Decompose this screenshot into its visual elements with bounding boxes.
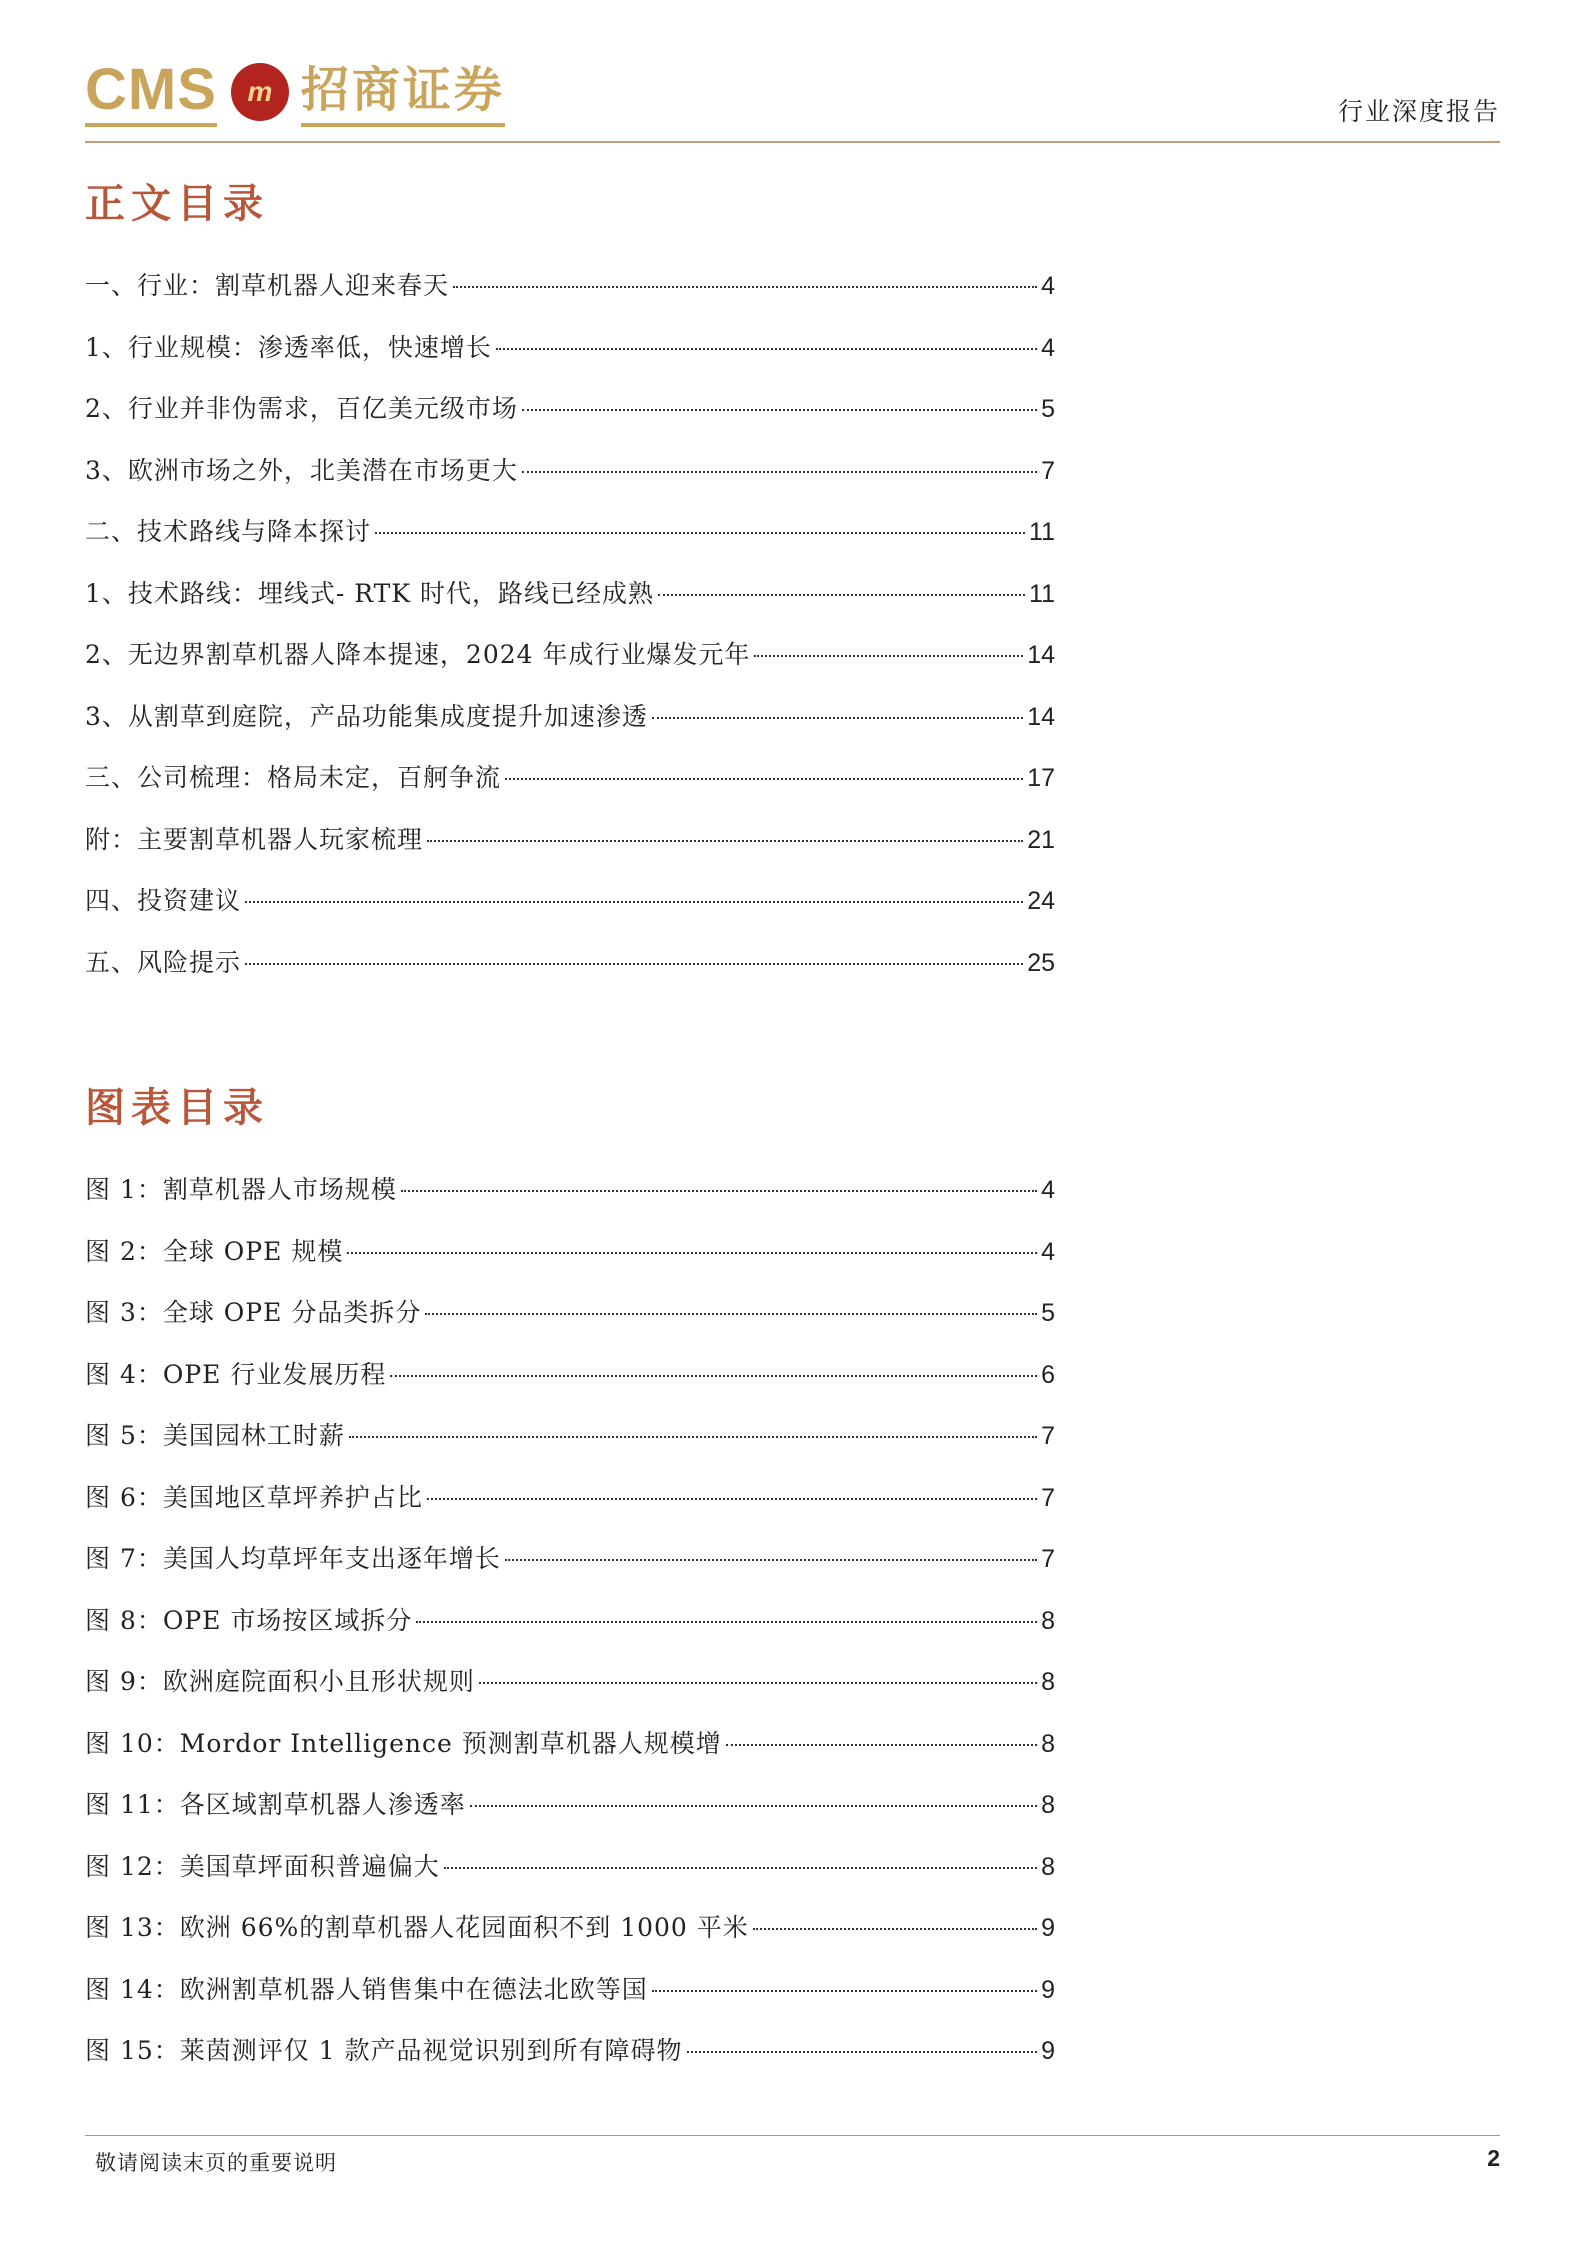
toc-entry[interactable] xyxy=(85,1785,1055,1847)
toc-dot-leader xyxy=(401,1190,1037,1192)
toc-dot-leader xyxy=(522,409,1037,411)
toc-entry[interactable] xyxy=(85,1232,1055,1294)
toc-entry-label: 图 6：美国地区草坪养护占比 xyxy=(85,1482,423,1512)
toc-entry-label: 图 1：割草机器人市场规模 xyxy=(85,1175,397,1204)
toc-entry[interactable] xyxy=(85,1601,1055,1663)
cms-logo xyxy=(85,52,505,132)
toc-entry[interactable] xyxy=(85,1478,1055,1540)
toc-dot-leader xyxy=(754,655,1023,657)
page-number: 2 xyxy=(1487,2145,1500,2171)
toc-entry-label: 1、行业规模：渗透率低，快速增长 xyxy=(85,332,492,362)
toc-entry-page: 21 xyxy=(1027,825,1055,854)
toc-entry[interactable] xyxy=(85,1293,1055,1355)
toc-entry-page: 8 xyxy=(1041,1852,1055,1881)
toc-dot-leader xyxy=(245,901,1023,903)
toc-dot-leader xyxy=(416,1621,1037,1623)
toc-entry-page: 5 xyxy=(1041,1299,1055,1327)
toc-entry[interactable] xyxy=(85,328,1055,390)
toc-entry-label: 图 4：OPE 行业发展历程 xyxy=(85,1359,387,1389)
toc-entry-label: 3、欧洲市场之外，北美潜在市场更大 xyxy=(85,455,518,485)
toc-dot-leader xyxy=(505,778,1023,780)
toc-entry-label: 图 10：Mordor Intelligence 预测割草机器人规模增 xyxy=(85,1728,722,1758)
toc-entry-label: 四、投资建议 xyxy=(85,886,242,915)
header-divider xyxy=(85,141,1500,143)
toc-entry-page: 4 xyxy=(1041,333,1055,362)
toc-entry[interactable] xyxy=(85,1724,1055,1786)
toc-entry-page: 4 xyxy=(1041,272,1055,300)
figure-toc-list xyxy=(85,1170,1055,2093)
toc-entry-label: 图 11：各区域割草机器人渗透率 xyxy=(85,1790,466,1819)
figure-toc-title: 图表目录 xyxy=(85,1084,269,1131)
toc-dot-leader xyxy=(390,1375,1037,1377)
toc-entry-page: 6 xyxy=(1041,1360,1055,1389)
toc-entry[interactable] xyxy=(85,820,1055,882)
toc-entry-page: 11 xyxy=(1029,579,1055,608)
toc-dot-leader xyxy=(427,1498,1037,1500)
report-type-label: 行业深度报告 xyxy=(1337,97,1500,126)
footer-divider xyxy=(85,2135,1500,2136)
toc-dot-leader xyxy=(375,532,1025,534)
toc-entry-label: 图 5：美国园林工时薪 xyxy=(85,1421,345,1450)
toc-entry[interactable] xyxy=(85,1908,1055,1970)
toc-dot-leader xyxy=(470,1805,1037,1807)
toc-entry-page: 7 xyxy=(1041,1545,1055,1573)
toc-dot-leader xyxy=(245,963,1023,965)
toc-entry[interactable] xyxy=(85,943,1055,1005)
toc-entry-label: 一、行业：割草机器人迎来春天 xyxy=(85,271,450,300)
toc-entry-page: 9 xyxy=(1041,2037,1055,2065)
toc-entry-label: 图 3：全球 OPE 分品类拆分 xyxy=(85,1298,422,1327)
toc-entry[interactable] xyxy=(85,1539,1055,1601)
toc-entry-page: 17 xyxy=(1027,764,1055,792)
logo-chinese-name: 招商证券 xyxy=(301,57,505,127)
toc-entry[interactable] xyxy=(85,451,1055,513)
toc-dot-leader xyxy=(479,1682,1037,1684)
toc-entry[interactable] xyxy=(85,574,1055,636)
toc-entry-label: 2、无边界割草机器人降本提速，2024 年成行业爆发元年 xyxy=(85,640,751,669)
toc-dot-leader xyxy=(687,2051,1038,2053)
toc-entry[interactable] xyxy=(85,2031,1055,2093)
toc-dot-leader xyxy=(726,1744,1037,1746)
toc-dot-leader xyxy=(444,1867,1037,1869)
toc-dot-leader xyxy=(496,348,1037,350)
toc-entry-page: 9 xyxy=(1041,1914,1055,1942)
toc-entry-page: 4 xyxy=(1041,1237,1055,1266)
page-header xyxy=(85,52,1500,142)
toc-entry-page: 7 xyxy=(1041,456,1055,485)
toc-entry-label: 二、技术路线与降本探讨 xyxy=(85,517,372,546)
toc-entry-label: 图 9：欧洲庭院面积小且形状规则 xyxy=(85,1667,475,1696)
toc-entry[interactable] xyxy=(85,1355,1055,1417)
toc-entry[interactable] xyxy=(85,1847,1055,1909)
toc-dot-leader xyxy=(522,471,1037,473)
toc-entry-page: 7 xyxy=(1041,1422,1055,1450)
toc-entry-page: 5 xyxy=(1041,395,1055,423)
toc-dot-leader xyxy=(453,286,1037,288)
toc-entry[interactable] xyxy=(85,881,1055,943)
toc-entry-page: 24 xyxy=(1027,887,1055,915)
text-toc-title: 正文目录 xyxy=(85,180,269,227)
toc-entry[interactable] xyxy=(85,1970,1055,2032)
toc-entry-page: 11 xyxy=(1029,518,1055,546)
toc-entry-label: 三、公司梳理：格局未定，百舸争流 xyxy=(85,763,502,792)
toc-entry[interactable] xyxy=(85,266,1055,328)
toc-dot-leader xyxy=(425,1313,1037,1315)
toc-entry-label: 图 2：全球 OPE 规模 xyxy=(85,1236,344,1266)
toc-dot-leader xyxy=(347,1252,1037,1254)
toc-entry-label: 五、风险提示 xyxy=(85,947,242,977)
toc-dot-leader xyxy=(427,840,1023,842)
toc-dot-leader xyxy=(753,1928,1037,1930)
toc-entry-page: 8 xyxy=(1041,1668,1055,1696)
toc-entry-page: 9 xyxy=(1041,1975,1055,2004)
toc-entry-label: 附：主要割草机器人玩家梳理 xyxy=(85,824,424,854)
toc-entry-label: 1、技术路线：埋线式- RTK 时代，路线已经成熟 xyxy=(85,578,654,608)
toc-dot-leader xyxy=(658,594,1025,596)
toc-entry-label: 图 13：欧洲 66%的割草机器人花园面积不到 1000 平米 xyxy=(85,1913,749,1942)
toc-entry[interactable] xyxy=(85,635,1055,697)
logo-emblem-icon: m xyxy=(231,63,289,121)
toc-entry-label: 图 7：美国人均草坪年支出逐年增长 xyxy=(85,1544,501,1573)
toc-entry[interactable] xyxy=(85,512,1055,574)
toc-entry-page: 14 xyxy=(1027,641,1055,669)
toc-entry-page: 14 xyxy=(1027,702,1055,731)
toc-entry-page: 8 xyxy=(1041,1606,1055,1635)
toc-entry[interactable] xyxy=(85,1170,1055,1232)
footer-disclaimer-note: 敬请阅读末页的重要说明 xyxy=(95,2151,337,2175)
toc-entry-page: 8 xyxy=(1041,1791,1055,1819)
toc-entry-page: 4 xyxy=(1041,1176,1055,1204)
toc-entry-label: 图 15：莱茵测评仅 1 款产品视觉识别到所有障碍物 xyxy=(85,2036,683,2065)
toc-entry-label: 3、从割草到庭院，产品功能集成度提升加速渗透 xyxy=(85,701,648,731)
toc-entry-label: 图 12：美国草坪面积普遍偏大 xyxy=(85,1851,440,1881)
logo-cms-text: CMS xyxy=(85,57,217,127)
toc-dot-leader xyxy=(652,1990,1037,1992)
toc-entry[interactable] xyxy=(85,1662,1055,1724)
toc-entry[interactable] xyxy=(85,758,1055,820)
toc-dot-leader xyxy=(652,717,1023,719)
toc-entry-label: 图 14：欧洲割草机器人销售集中在德法北欧等国 xyxy=(85,1974,648,2004)
toc-entry[interactable] xyxy=(85,1416,1055,1478)
toc-entry-label: 图 8：OPE 市场按区域拆分 xyxy=(85,1605,413,1635)
toc-dot-leader xyxy=(349,1436,1037,1438)
toc-entry[interactable] xyxy=(85,697,1055,759)
toc-dot-leader xyxy=(505,1559,1037,1561)
text-toc-list xyxy=(85,266,1055,1004)
toc-entry-label: 2、行业并非伪需求，百亿美元级市场 xyxy=(85,394,518,423)
toc-entry-page: 8 xyxy=(1041,1729,1055,1758)
toc-entry[interactable] xyxy=(85,389,1055,451)
toc-entry-page: 7 xyxy=(1041,1483,1055,1512)
toc-entry-page: 25 xyxy=(1027,948,1055,977)
